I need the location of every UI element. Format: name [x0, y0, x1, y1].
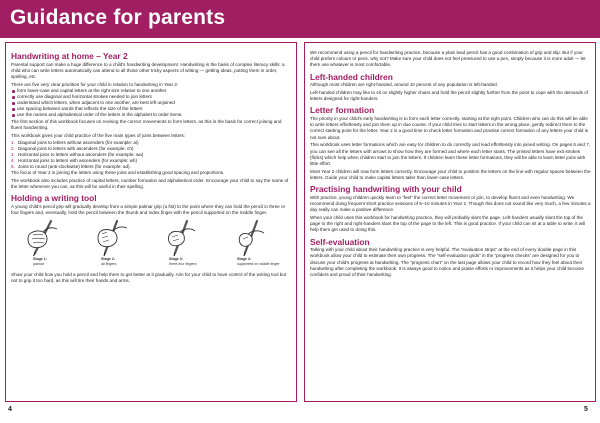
stage-label: Stage 2: — [101, 257, 115, 262]
paragraph: Left-handed children may like to sit on slightly higher chairs and hold the pencil slightly further from the point to cope with the demands of letters designed for right-handers. — [310, 90, 589, 102]
stage-description: three-four fingers — [169, 261, 197, 266]
section-title-holding-a-writing-tool: Holding a writing tool — [11, 193, 97, 204]
paragraph: We recommend using a pencil for handwriting practice, because a plain lead pencil has a good combination of grip and slip. But if your child prefers colours or pens, why not? Make sure your child does not feel pressured to use a pen, simply because it is more adult — let them use whatever is most comfortable. — [310, 50, 586, 68]
paragraph: Parental support can make a huge difference to a child's handwriting development. Handwriting is the basis of complex literacy skills: a child who can write letters automatically can attend to all those other tricky aspects of writing — getting ideas, putting them in order, spelling, etc. — [11, 61, 285, 79]
hand-three-four-fingers-grip-icon — [157, 219, 201, 257]
priorities-list — [11, 88, 293, 118]
page-number-right: 5 — [584, 406, 588, 413]
list-text: Joins to round (anti-clockwise) letters (for example: ad). — [18, 163, 131, 169]
page-title: Guidance for parents — [10, 6, 226, 29]
hand-all-fingers-grip-icon — [89, 219, 133, 257]
list-text: Horizontal joins to letters without ascenders (for example: wa) — [18, 151, 144, 157]
stage-caption — [33, 257, 79, 266]
section-title-self-evaluation: Self-evaluation — [310, 236, 370, 247]
list-text: Diagonal joins to letters without ascenders (for example: ai) — [18, 139, 139, 145]
paragraph: The workbook also includes practice of capital letters, number formation and alphabetical order. Encourage your child to say the name of the letter whenever you can, as this will be useful in their spelling. — [11, 177, 289, 190]
grip-stage-3 — [151, 219, 211, 271]
paragraph: This workbook gives your child practice of the five main types of joins between letters: — [11, 132, 186, 138]
right-page-panel — [304, 42, 596, 402]
list-number: 3. — [11, 151, 15, 157]
hand-palmar-grip-icon — [21, 219, 65, 257]
left-page-content — [11, 47, 293, 399]
list-number: 5. — [11, 163, 15, 169]
paragraph: The priority in your child's early handwriting is to form each letter correctly, starting at the right point. Children who can do this will be able to write letters effortlessly and join them up in due course. If your child tries to start letters in the wrong place, gently redirect them to the correct starting point for the letter. Year 2 is a good time to check letter formation and practise correct formation of any letters your child is not sure about. — [310, 116, 589, 140]
stage-caption — [101, 257, 147, 266]
list-item — [11, 164, 293, 170]
stage-caption — [169, 257, 215, 266]
paragraph: With practice, young children quickly learn to “feel” the correct letter movement or join, to develop fluent and even handwriting. We recommend doing frequent short practice sessions of 5–10 minutes in Year 2. Though this does not sound like very much, a few minutes a day really can make a positive difference. — [310, 194, 591, 213]
list-number: 4. — [11, 157, 15, 163]
joins-list — [11, 140, 293, 170]
paragraph: When your child uses this workbook for handwriting practice, they will probably slant the page. Left-handers usually slant the top of the page to the right and right-handers slant the top of the page to the left. This is good practice. If your child can sit at a table to write, it will help them get used to doing this. — [310, 215, 586, 233]
list-item: form lower-case and capital letters at the right size relative to one another — [11, 88, 293, 94]
paragraph: The first section of this workbook focuses on revising the correct movements to form letters, as this is the basis for correct joining and fluent handwriting. — [11, 118, 282, 131]
stage-label: Stage 1: — [33, 257, 47, 262]
stage-label: Stage 4: — [237, 257, 251, 262]
stage-description: all fingers — [101, 261, 117, 266]
list-number: 2. — [11, 145, 15, 151]
section-title-handwriting-at-home: Handwriting at home – Year 2 — [11, 51, 128, 61]
grip-stage-1 — [15, 219, 75, 271]
list-text: Horizontal joins to letters with ascenders (for example: wh) — [18, 157, 137, 163]
right-page-content — [310, 47, 592, 399]
paragraph: Show your child how you hold a pencil and help them to get better at it gradually. Aim for your child to have control of the writing tool but not to grip it too hard, as this will tire their hands and arms. — [11, 271, 287, 284]
grip-stages-illustration — [11, 219, 293, 271]
paragraph: The focus of Year 2 is joining the letters using these joins and establishing good spacing and proportions. — [11, 170, 225, 176]
stage-description: palmar — [33, 261, 44, 266]
stage-caption — [237, 257, 283, 266]
list-number: 1. — [11, 139, 15, 145]
grip-stage-4 — [219, 219, 279, 271]
list-text: Diagonal joins to letters with ascenders (for example: ch) — [18, 145, 134, 151]
section-title-practising-handwriting: Practising handwriting with your child — [310, 184, 462, 195]
paragraph: Although most children are right-handed, around 10 percent of any population is left-handed. — [310, 82, 498, 88]
list-item: correctly use diagonal and horizontal strokes needed to join letters — [11, 94, 293, 100]
stage-label: Stage 3: — [169, 257, 183, 262]
list-item: use the names and alphabetical order of the letters in the alphabet to order items. — [11, 112, 293, 118]
paragraph: There are five very clear priorities for your child in relation to handwriting in Year 2: — [11, 81, 179, 87]
left-page-panel — [5, 42, 297, 402]
page-number-left: 4 — [8, 406, 12, 413]
stage-description: supported on middle finger — [237, 261, 280, 266]
paragraph: Most Year 2 children will now form letters correctly. Encourage your child to position the letters on the line with regular spaces between the letters. Guide your child to make capital letters taller than lower-case letters. — [310, 168, 591, 181]
section-title-letter-formation: Letter formation — [310, 105, 375, 116]
paragraph: This workbook uses letter formations which are easy for children to do correctly and lead effortlessly into joined writing. On pages 6 and 7, you can see all the letters with arrows to show how they are formed and where each letter starts. The printed letters have exit strokes (flicks) which help when children start to join the letters. If children learn these letter formations, they will be able to learn letter joins with little effort. — [310, 142, 591, 167]
list-item: understand which letters, when adjacent to one another, are best left unjoined — [11, 100, 293, 106]
grip-stage-2 — [83, 219, 143, 271]
hand-tripod-grip-icon — [225, 219, 269, 257]
paragraph: A young child's pencil grip will gradually develop from a simple palmar grip (a fist) to the point where they can hold the pencil in three or four fingers and, eventually, hold the pencil between the thumb and index finger with the pencil supported on the middle finger. — [11, 203, 286, 216]
page-header-banner — [0, 0, 600, 38]
section-title-left-handed-children: Left-handed children — [310, 71, 393, 82]
paragraph: Talking with your child about their handwriting practice is very helpful. The “evaluation strips” at the end of every double page in this workbook allow your child to estimate their own progress. The “self-evaluation grids” in the “progress checks” are designed for you to discuss your child's progress at handwriting. The “progress chart” on the last page allows your child to record how they feel about their handwriting after completing the workbook. It is always good to notice and praise efforts or improvements as it helps your child become confident and proud of their handwriting. — [310, 247, 584, 278]
list-item: use spacing between words that reflects the size of the letters — [11, 106, 293, 112]
